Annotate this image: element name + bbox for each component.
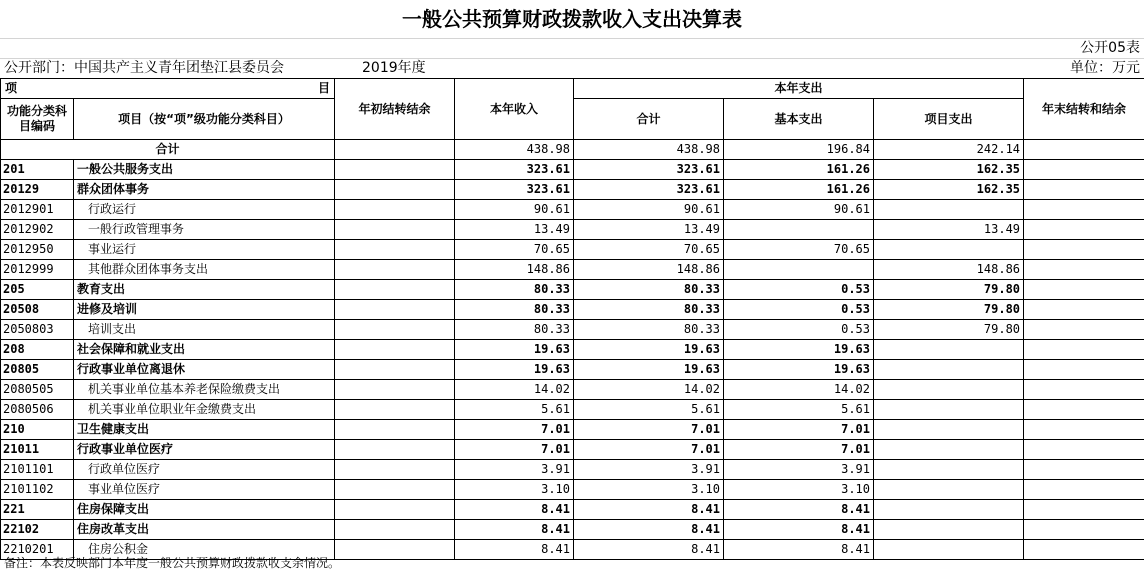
row-code: 2012902 [1, 220, 74, 240]
row-basic: 5.61 [724, 400, 874, 420]
row-begin-balance [335, 500, 455, 520]
row-end-balance [1024, 260, 1144, 280]
row-begin-balance [335, 380, 455, 400]
table-row [1, 180, 1144, 200]
table-row [1, 440, 1144, 460]
row-total: 80.33 [574, 300, 724, 320]
table-row [1, 520, 1144, 540]
row-code: 210 [1, 420, 74, 440]
row-basic: 19.63 [724, 360, 874, 380]
table-row [1, 500, 1144, 520]
row-end-balance [1024, 180, 1144, 200]
row-begin-balance [335, 460, 455, 480]
row-total: 19.63 [574, 340, 724, 360]
row-code: 201 [1, 160, 74, 180]
row-basic: 8.41 [724, 500, 874, 520]
row-end-balance [1024, 520, 1144, 540]
row-name: 卫生健康支出 [74, 420, 335, 440]
row-name: 一般行政管理事务 [74, 220, 335, 240]
row-code: 221 [1, 500, 74, 520]
total-label: 合计 [1, 140, 335, 160]
row-total: 8.41 [574, 520, 724, 540]
row-code: 21011 [1, 440, 74, 460]
row-total: 323.61 [574, 180, 724, 200]
table-row [1, 240, 1144, 260]
row-code: 208 [1, 340, 74, 360]
header-begin-balance: 年初结转结余 [335, 79, 455, 140]
table-row [1, 300, 1144, 320]
row-income: 8.41 [455, 540, 574, 560]
total-project: 242.14 [874, 140, 1024, 160]
row-end-balance [1024, 540, 1144, 560]
row-basic: 8.41 [724, 540, 874, 560]
table-number: 公开05表 [1080, 40, 1140, 56]
row-code: 205 [1, 280, 74, 300]
row-project [874, 240, 1024, 260]
row-income: 70.65 [455, 240, 574, 260]
table-row [1, 380, 1144, 400]
total-basic: 196.84 [724, 140, 874, 160]
row-name: 一般公共服务支出 [74, 160, 335, 180]
row-begin-balance [335, 520, 455, 540]
row-total: 7.01 [574, 420, 724, 440]
row-name: 行政事业单位医疗 [74, 440, 335, 460]
row-basic: 0.53 [724, 300, 874, 320]
row-end-balance [1024, 280, 1144, 300]
row-end-balance [1024, 220, 1144, 240]
row-end-balance [1024, 320, 1144, 340]
row-project [874, 480, 1024, 500]
total-income: 438.98 [455, 140, 574, 160]
row-total: 14.02 [574, 380, 724, 400]
row-end-balance [1024, 300, 1144, 320]
table-row [1, 220, 1144, 240]
total-begin [335, 140, 455, 160]
row-total: 148.86 [574, 260, 724, 280]
total-end [1024, 140, 1144, 160]
row-begin-balance [335, 300, 455, 320]
header-expense: 本年支出 [574, 79, 1024, 99]
row-basic: 70.65 [724, 240, 874, 260]
row-end-balance [1024, 380, 1144, 400]
row-name: 教育支出 [74, 280, 335, 300]
row-project [874, 340, 1024, 360]
row-project: 79.80 [874, 280, 1024, 300]
row-code: 2050803 [1, 320, 74, 340]
row-begin-balance [335, 400, 455, 420]
row-code: 2012950 [1, 240, 74, 260]
row-name: 行政单位医疗 [74, 460, 335, 480]
row-name: 住房改革支出 [74, 520, 335, 540]
row-code: 2080505 [1, 380, 74, 400]
row-total: 8.41 [574, 500, 724, 520]
row-name: 住房保障支出 [74, 500, 335, 520]
header-end-balance: 年末结转和结余 [1024, 79, 1144, 140]
row-income: 80.33 [455, 300, 574, 320]
row-end-balance [1024, 200, 1144, 220]
row-income: 5.61 [455, 400, 574, 420]
row-begin-balance [335, 200, 455, 220]
row-end-balance [1024, 460, 1144, 480]
row-end-balance [1024, 480, 1144, 500]
row-basic: 90.61 [724, 200, 874, 220]
row-income: 80.33 [455, 320, 574, 340]
row-name: 事业运行 [74, 240, 335, 260]
table-row [1, 360, 1144, 380]
table-row [1, 280, 1144, 300]
unit-label: 单位：万元 [1070, 60, 1140, 76]
row-total: 90.61 [574, 200, 724, 220]
row-total: 8.41 [574, 540, 724, 560]
budget-table [0, 78, 1144, 560]
row-income: 13.49 [455, 220, 574, 240]
department-label: 公开部门：中国共产主义青年团垫江县委员会 [4, 60, 284, 76]
row-begin-balance [335, 420, 455, 440]
footnote: 备注：本表反映部门本年度一般公共预算财政拨款收支余情况。 [4, 556, 341, 570]
table-row [1, 200, 1144, 220]
row-income: 3.10 [455, 480, 574, 500]
report-title: 一般公共预算财政拨款收入支出决算表 [402, 7, 742, 31]
row-project [874, 380, 1024, 400]
row-basic: 7.01 [724, 440, 874, 460]
row-project: 162.35 [874, 180, 1024, 200]
row-income: 7.01 [455, 440, 574, 460]
year-label: 2019年度 [362, 60, 426, 76]
row-begin-balance [335, 280, 455, 300]
row-name: 其他群众团体事务支出 [74, 260, 335, 280]
table-row [1, 400, 1144, 420]
row-basic: 7.01 [724, 420, 874, 440]
row-total: 13.49 [574, 220, 724, 240]
row-end-balance [1024, 440, 1144, 460]
row-code: 2210201 [1, 540, 74, 560]
table-row [1, 460, 1144, 480]
row-basic [724, 220, 874, 240]
row-total: 80.33 [574, 320, 724, 340]
row-income: 3.91 [455, 460, 574, 480]
row-name: 行政运行 [74, 200, 335, 220]
row-begin-balance [335, 220, 455, 240]
header-xiang-mu [1, 79, 335, 99]
row-project [874, 440, 1024, 460]
row-begin-balance [335, 240, 455, 260]
row-total: 323.61 [574, 160, 724, 180]
header-basic: 基本支出 [724, 99, 874, 140]
row-basic: 0.53 [724, 320, 874, 340]
header-code: 功能分类科目编码 [1, 99, 74, 140]
row-income: 8.41 [455, 520, 574, 540]
row-income: 148.86 [455, 260, 574, 280]
row-total: 19.63 [574, 360, 724, 380]
row-code: 20805 [1, 360, 74, 380]
row-basic: 8.41 [724, 520, 874, 540]
row-name: 行政事业单位离退休 [74, 360, 335, 380]
row-name: 进修及培训 [74, 300, 335, 320]
row-basic: 3.91 [724, 460, 874, 480]
row-name: 事业单位医疗 [74, 480, 335, 500]
row-project [874, 500, 1024, 520]
row-total: 7.01 [574, 440, 724, 460]
row-begin-balance [335, 260, 455, 280]
total-total: 438.98 [574, 140, 724, 160]
row-basic: 14.02 [724, 380, 874, 400]
row-income: 323.61 [455, 160, 574, 180]
row-basic: 3.10 [724, 480, 874, 500]
row-income: 8.41 [455, 500, 574, 520]
table-row [1, 420, 1144, 440]
row-end-balance [1024, 340, 1144, 360]
row-income: 323.61 [455, 180, 574, 200]
row-begin-balance [335, 340, 455, 360]
row-income: 90.61 [455, 200, 574, 220]
row-project: 148.86 [874, 260, 1024, 280]
row-basic [724, 260, 874, 280]
row-code: 2101102 [1, 480, 74, 500]
header-mu: 目 [317, 81, 330, 95]
row-code: 22102 [1, 520, 74, 540]
row-end-balance [1024, 400, 1144, 420]
header-project: 项目支出 [874, 99, 1024, 140]
row-end-balance [1024, 160, 1144, 180]
row-code: 2080506 [1, 400, 74, 420]
header-item: 项目（按“项”级功能分类科目） [74, 99, 335, 140]
header-xiang: 项 [5, 81, 18, 95]
row-end-balance [1024, 360, 1144, 380]
row-basic: 0.53 [724, 280, 874, 300]
row-begin-balance [335, 540, 455, 560]
row-begin-balance [335, 360, 455, 380]
row-project [874, 200, 1024, 220]
grid-line [0, 38, 1144, 39]
row-code: 20129 [1, 180, 74, 200]
row-income: 14.02 [455, 380, 574, 400]
row-code: 2101101 [1, 460, 74, 480]
row-total: 3.10 [574, 480, 724, 500]
row-project [874, 420, 1024, 440]
row-project [874, 360, 1024, 380]
row-begin-balance [335, 180, 455, 200]
row-project: 162.35 [874, 160, 1024, 180]
row-income: 19.63 [455, 340, 574, 360]
row-total: 70.65 [574, 240, 724, 260]
row-name: 机关事业单位基本养老保险缴费支出 [74, 380, 335, 400]
row-begin-balance [335, 440, 455, 460]
row-basic: 19.63 [724, 340, 874, 360]
row-name: 社会保障和就业支出 [74, 340, 335, 360]
row-income: 19.63 [455, 360, 574, 380]
row-code: 20508 [1, 300, 74, 320]
row-name: 机关事业单位职业年金缴费支出 [74, 400, 335, 420]
row-begin-balance [335, 320, 455, 340]
row-end-balance [1024, 500, 1144, 520]
row-begin-balance [335, 160, 455, 180]
table-row [1, 340, 1144, 360]
table-row [1, 160, 1144, 180]
row-basic: 161.26 [724, 160, 874, 180]
table-row [1, 320, 1144, 340]
row-project [874, 400, 1024, 420]
row-name: 培训支出 [74, 320, 335, 340]
row-project: 79.80 [874, 300, 1024, 320]
total-row [1, 140, 1144, 160]
row-income: 7.01 [455, 420, 574, 440]
header-income: 本年收入 [455, 79, 574, 140]
row-project: 79.80 [874, 320, 1024, 340]
row-end-balance [1024, 420, 1144, 440]
row-total: 3.91 [574, 460, 724, 480]
row-end-balance [1024, 240, 1144, 260]
row-project [874, 540, 1024, 560]
row-code: 2012901 [1, 200, 74, 220]
row-project: 13.49 [874, 220, 1024, 240]
row-total: 80.33 [574, 280, 724, 300]
header-total: 合计 [574, 99, 724, 140]
row-code: 2012999 [1, 260, 74, 280]
row-project [874, 520, 1024, 540]
table-row [1, 480, 1144, 500]
row-basic: 161.26 [724, 180, 874, 200]
row-name: 群众团体事务 [74, 180, 335, 200]
row-begin-balance [335, 480, 455, 500]
row-total: 5.61 [574, 400, 724, 420]
row-income: 80.33 [455, 280, 574, 300]
row-name: 住房公积金 [74, 540, 335, 560]
row-project [874, 460, 1024, 480]
table-row [1, 260, 1144, 280]
